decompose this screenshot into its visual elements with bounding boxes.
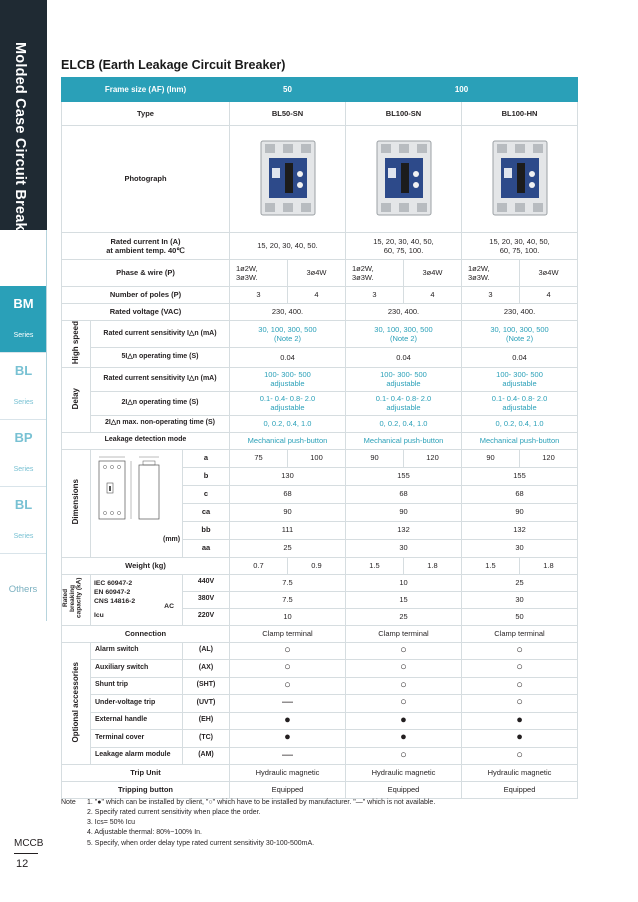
- sidebar-tab-name: BP: [14, 430, 33, 445]
- d-sensitivity-value: 100- 300- 500 adjustable: [462, 367, 578, 391]
- phase-value: 1ø2W, 3ø3W.: [346, 260, 404, 287]
- dim-value: 130: [230, 467, 346, 485]
- leakage-value: Mechanical push-button: [462, 432, 578, 449]
- sidebar-tab-bl[interactable]: [0, 353, 47, 420]
- breaking-value: 50: [462, 608, 578, 625]
- weight-value: 1.8: [520, 557, 578, 574]
- rated-current-bl100-sn: 15, 20, 30, 40, 50, 60, 75, 100.: [346, 233, 462, 260]
- breaker-image: [489, 138, 551, 218]
- acc-mark: ○: [230, 677, 346, 695]
- poles-row: [62, 287, 578, 304]
- poles-value: 3: [230, 287, 288, 304]
- footer-label: MCCB: [14, 838, 44, 849]
- breaking-row-440: [62, 574, 578, 591]
- dim-key: b: [183, 467, 230, 485]
- dim-value: 30: [462, 539, 578, 557]
- dim-value: 30: [346, 539, 462, 557]
- sidebar-tab-name: BL: [14, 363, 33, 378]
- dim-value: 90: [462, 449, 520, 467]
- dim-value: 132: [462, 521, 578, 539]
- acc-row-eh: [62, 712, 578, 730]
- note-item: 4. Adjustable thermal: 80%~100% In.: [87, 829, 202, 837]
- dim-value: 90: [230, 503, 346, 521]
- acc-mark: ○: [230, 660, 346, 678]
- poles-value: 4: [520, 287, 578, 304]
- rated-current-label-line1: Rated current In (A): [110, 236, 181, 246]
- acc-mark: ●: [346, 730, 462, 748]
- d-time-row: [62, 391, 578, 415]
- frame-size-50: 50: [230, 78, 346, 102]
- hs-time-value: 0.04: [230, 348, 346, 367]
- acc-row-ax: [62, 660, 578, 678]
- dim-key: a: [183, 449, 230, 467]
- dim-value: 68: [346, 485, 462, 503]
- connection-row: [62, 625, 578, 642]
- breaking-voltage: 440V: [183, 574, 230, 591]
- leakage-value: Mechanical push-button: [346, 432, 462, 449]
- acc-mark: ●: [462, 712, 578, 730]
- acc-name: External handle: [91, 712, 183, 730]
- d-nonop-label: 2I△n max. non-operating time (S): [91, 415, 230, 432]
- photo-bl100-hn: [462, 126, 578, 233]
- type-bl100-hn: BL100-HN: [462, 102, 578, 126]
- phase-value: 3ø4W: [404, 260, 462, 287]
- dim-key: aa: [183, 539, 230, 557]
- type-bl50-sn: BL50-SN: [230, 102, 346, 126]
- note-item: 5. Specify, when order delay type rated current sensitivity 30-100-500mA.: [87, 839, 315, 847]
- d-sensitivity-row: [62, 367, 578, 391]
- dim-value: 100: [288, 449, 346, 467]
- hs-time-value: 0.04: [462, 348, 578, 367]
- std-icu: Icu: [94, 612, 104, 620]
- hs-sensitivity-value: 30, 100, 300, 500 (Note 2): [230, 321, 346, 348]
- dim-value: 68: [230, 485, 346, 503]
- photograph-label: Photograph: [62, 126, 230, 233]
- rated-current-label: [62, 233, 230, 260]
- dim-key: ca: [183, 503, 230, 521]
- sidebar-title-block: [0, 0, 47, 245]
- notes-list: [87, 798, 607, 849]
- breaking-value: 10: [230, 608, 346, 625]
- acc-code: (AL): [183, 642, 230, 660]
- dim-value: 155: [346, 467, 462, 485]
- trip-unit-value: Hydraulic magnetic: [230, 765, 346, 782]
- dim-key: bb: [183, 521, 230, 539]
- breaking-voltage: 380V: [183, 591, 230, 608]
- trip-unit-value: Hydraulic magnetic: [462, 765, 578, 782]
- d-nonop-value: 0, 0.2, 0.4, 1.0: [230, 415, 346, 432]
- hs-sensitivity-value: 30, 100, 300, 500 (Note 2): [346, 321, 462, 348]
- d-time-label: 2I△n operating time (S): [91, 391, 230, 415]
- d-nonop-row: [62, 415, 578, 432]
- breaking-value: 7.5: [230, 574, 346, 591]
- weight-value: 0.9: [288, 557, 346, 574]
- trip-unit-row: [62, 765, 578, 782]
- d-sensitivity-value: 100- 300- 500 adjustable: [230, 367, 346, 391]
- tripping-button-value: Equipped: [346, 782, 462, 799]
- d-nonop-value: 0, 0.2, 0.4, 1.0: [346, 415, 462, 432]
- footer-rule: [14, 853, 38, 854]
- weight-value: 1.5: [462, 557, 520, 574]
- std-en: EN 60947-2: [94, 588, 131, 596]
- notes-label: Note: [61, 799, 76, 806]
- hs-time-value: 0.04: [346, 348, 462, 367]
- optional-group: [62, 642, 91, 765]
- note-item: 2. Specify rated current sensitivity when place the order.: [87, 809, 261, 817]
- poles-value: 4: [404, 287, 462, 304]
- weight-row: [62, 557, 578, 574]
- dim-value: 120: [520, 449, 578, 467]
- acc-mark: ○: [346, 747, 462, 765]
- tripping-button-row: [62, 782, 578, 799]
- rated-current-label-line2: at ambient temp. 40℃: [106, 246, 185, 255]
- leakage-label: Leakage detection mode: [62, 432, 230, 449]
- sidebar: [0, 0, 47, 902]
- photograph-row: [62, 126, 578, 233]
- leakage-row: [62, 432, 578, 449]
- type-label: Type: [62, 102, 230, 126]
- voltage-value: 230, 400.: [230, 304, 346, 321]
- breaking-voltage: 220V: [183, 608, 230, 625]
- d-sensitivity-label: Rated current sensitivity I△n (mA): [91, 367, 230, 391]
- breaking-value: 7.5: [230, 591, 346, 608]
- acc-code: (AM): [183, 747, 230, 765]
- sidebar-others-label: Others: [8, 584, 38, 595]
- hs-sensitivity-label: Rated current sensitivity I△n (mA): [91, 321, 230, 348]
- rated-current-bl50: 15, 20, 30, 40, 50.: [230, 233, 346, 260]
- photo-bl50-sn: [230, 126, 346, 233]
- hs-sensitivity-value: 30, 100, 300, 500 (Note 2): [462, 321, 578, 348]
- acc-mark: ○: [346, 660, 462, 678]
- page-title: ELCB (Earth Leakage Circuit Breaker): [61, 58, 286, 72]
- breaking-value: 30: [462, 591, 578, 608]
- d-time-value: 0.1- 0.4- 0.8- 2.0 adjustable: [462, 391, 578, 415]
- photo-bl100-sn: [346, 126, 462, 233]
- breaker-image: [373, 138, 435, 218]
- acc-name: Leakage alarm module: [91, 747, 183, 765]
- phase-value: 3ø4W: [520, 260, 578, 287]
- acc-mark: —: [230, 747, 346, 765]
- dim-key: c: [183, 485, 230, 503]
- voltage-row: [62, 304, 578, 321]
- acc-mark: ○: [462, 695, 578, 713]
- acc-mark: ○: [462, 642, 578, 660]
- page-number: 12: [16, 858, 29, 870]
- acc-code: (TC): [183, 730, 230, 748]
- dimensions-group: [62, 449, 91, 557]
- d-time-value: 0.1- 0.4- 0.8- 2.0 adjustable: [230, 391, 346, 415]
- sidebar-tab-bl-2[interactable]: [0, 487, 47, 554]
- dim-value: 155: [462, 467, 578, 485]
- tripping-button-value: Equipped: [230, 782, 346, 799]
- poles-value: 3: [346, 287, 404, 304]
- sidebar-tab-others[interactable]: [0, 554, 47, 621]
- acc-code: (EH): [183, 712, 230, 730]
- std-ac: AC: [164, 603, 174, 611]
- dim-value: 90: [346, 449, 404, 467]
- poles-value: 3: [462, 287, 520, 304]
- breaking-value: 25: [346, 608, 462, 625]
- acc-mark: ○: [346, 695, 462, 713]
- trip-unit-label: Trip Unit: [62, 765, 230, 782]
- acc-row-uvt: [62, 695, 578, 713]
- high-speed-label: High speed: [71, 321, 80, 365]
- high-speed-group: [62, 321, 91, 368]
- rated-current-bl100-hn: 15, 20, 30, 40, 50, 60, 75, 100.: [462, 233, 578, 260]
- rated-current-row: [62, 233, 578, 260]
- acc-code: (SHT): [183, 677, 230, 695]
- sidebar-tab-series: Series: [13, 332, 34, 339]
- type-row: [62, 102, 578, 126]
- phase-wire-label: Phase & wire (P): [62, 260, 230, 287]
- acc-mark: ○: [346, 642, 462, 660]
- acc-mark: ○: [230, 642, 346, 660]
- note-item: 3. Ics= 50% Icu: [87, 819, 136, 827]
- type-bl100-sn: BL100-SN: [346, 102, 462, 126]
- acc-row-al: [62, 642, 578, 660]
- acc-mark: ●: [462, 730, 578, 748]
- sidebar-tab-bp[interactable]: [0, 420, 47, 487]
- dim-value: 111: [230, 521, 346, 539]
- std-iec: IEC 60947-2: [94, 579, 133, 587]
- leakage-value: Mechanical push-button: [230, 432, 346, 449]
- sidebar-divider: [46, 230, 47, 621]
- d-nonop-value: 0, 0.2, 0.4, 1.0: [462, 415, 578, 432]
- trip-unit-value: Hydraulic magnetic: [346, 765, 462, 782]
- phase-wire-row: [62, 260, 578, 287]
- breaking-label: Rated breaking capacity (kA): [62, 578, 83, 619]
- acc-mark: ○: [346, 677, 462, 695]
- poles-label: Number of poles (P): [62, 287, 230, 304]
- d-sensitivity-value: 100- 300- 500 adjustable: [346, 367, 462, 391]
- breaker-image: [257, 138, 319, 218]
- dim-unit: (mm): [163, 535, 181, 543]
- weight-value: 0.7: [230, 557, 288, 574]
- dim-value: 132: [346, 521, 462, 539]
- acc-code: (UVT): [183, 695, 230, 713]
- frame-size-row: [62, 78, 578, 102]
- phase-value: 3ø4W: [288, 260, 346, 287]
- weight-label: Weight (kg): [62, 557, 230, 574]
- dim-value: 90: [462, 503, 578, 521]
- voltage-value: 230, 400.: [462, 304, 578, 321]
- acc-mark: ●: [346, 712, 462, 730]
- acc-mark: ○: [462, 677, 578, 695]
- acc-row-tc: [62, 730, 578, 748]
- dim-value: 75: [230, 449, 288, 467]
- breaking-value: 10: [346, 574, 462, 591]
- connection-value: Clamp terminal: [230, 625, 346, 642]
- sidebar-tab-name: BL: [14, 497, 33, 512]
- dim-value: 90: [346, 503, 462, 521]
- optional-label: Optional accessories: [71, 661, 80, 743]
- spec-table: [61, 77, 578, 799]
- acc-mark: —: [230, 695, 346, 713]
- delay-group: [62, 367, 91, 432]
- dim-value: 68: [462, 485, 578, 503]
- acc-mark: ●: [230, 712, 346, 730]
- breaking-group: [62, 574, 91, 625]
- weight-value: 1.8: [404, 557, 462, 574]
- voltage-value: 230, 400.: [346, 304, 462, 321]
- sidebar-tab-bm[interactable]: [0, 286, 47, 353]
- sidebar-tab-name: BM: [13, 296, 34, 311]
- dimensions-label: Dimensions: [71, 479, 80, 525]
- weight-value: 1.5: [346, 557, 404, 574]
- sidebar-tab-series: Series: [13, 466, 34, 473]
- acc-mark: ○: [462, 660, 578, 678]
- connection-value: Clamp terminal: [462, 625, 578, 642]
- acc-code: (AX): [183, 660, 230, 678]
- poles-value: 4: [288, 287, 346, 304]
- voltage-label: Rated voltage (VAC): [62, 304, 230, 321]
- frame-size-100: 100: [346, 78, 578, 102]
- acc-mark: ●: [230, 730, 346, 748]
- connection-label: Connection: [62, 625, 230, 642]
- acc-mark: ○: [462, 747, 578, 765]
- acc-name: Auxiliary switch: [91, 660, 183, 678]
- hs-time-row: [62, 348, 578, 367]
- breaking-value: 25: [462, 574, 578, 591]
- note-item: 1. "●" which can be installed by client, "○" which have to be installed by manufacturer. "—" which is not available.: [87, 799, 436, 806]
- phase-value: 1ø2W, 3ø3W.: [230, 260, 288, 287]
- sidebar-title: Molded Case Circuit Breaker: [12, 42, 28, 245]
- dim-value: 120: [404, 449, 462, 467]
- frame-size-label: Frame size (AF) (Inm): [62, 78, 230, 102]
- dimension-drawing-cell: [91, 449, 183, 557]
- sidebar-tab-series: Series: [13, 533, 34, 540]
- hs-time-label: 5I△n operating time (S): [91, 348, 230, 367]
- dim-value: 25: [230, 539, 346, 557]
- d-time-value: 0.1- 0.4- 0.8- 2.0 adjustable: [346, 391, 462, 415]
- acc-name: Under-voltage trip: [91, 695, 183, 713]
- acc-row-am: [62, 747, 578, 765]
- hs-sensitivity-row: [62, 321, 578, 348]
- tripping-button-value: Equipped: [462, 782, 578, 799]
- dim-row-a: [62, 449, 578, 467]
- breaking-standards: [91, 574, 183, 625]
- delay-label: Delay: [71, 387, 80, 409]
- sidebar-tab-series: Series: [13, 399, 34, 406]
- connection-value: Clamp terminal: [346, 625, 462, 642]
- acc-name: Shunt trip: [91, 677, 183, 695]
- phase-value: 1ø2W, 3ø3W.: [462, 260, 520, 287]
- acc-name: Alarm switch: [91, 642, 183, 660]
- acc-name: Terminal cover: [91, 730, 183, 748]
- std-cns: CNS 14816-2: [94, 597, 136, 605]
- acc-row-sht: [62, 677, 578, 695]
- tripping-button-label: Tripping button: [62, 782, 230, 799]
- breaking-value: 15: [346, 591, 462, 608]
